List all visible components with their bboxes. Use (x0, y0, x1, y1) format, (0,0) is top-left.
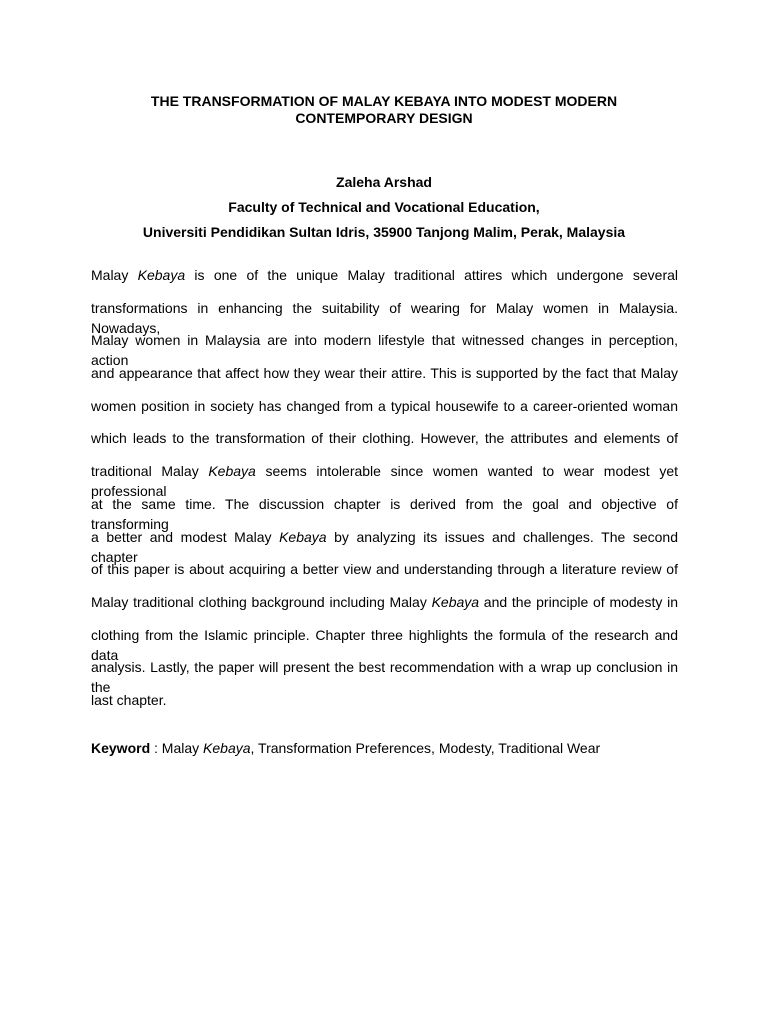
abstract-line (91, 428, 678, 461)
abstract-text: at the same time. The discussion chapter is derived from the goal and objective of transforming (91, 495, 678, 532)
abstract-italic-term: Kebaya (137, 267, 186, 283)
keywords-line (91, 738, 678, 758)
keywords-term-kebaya: Kebaya (203, 740, 251, 756)
abstract-text: Malay traditional clothing background including Malay (91, 593, 432, 610)
abstract-line (91, 461, 679, 500)
abstract-text: Malay (91, 267, 138, 283)
abstract-body (91, 265, 678, 723)
abstract-text: transformations in enhancing the suitability of wearing for Malay women in Malaysia. Nowadays, (91, 299, 678, 336)
abstract-line (91, 363, 678, 396)
abstract-line (91, 559, 678, 592)
abstract-line (91, 298, 678, 336)
abstract-line (91, 592, 678, 625)
affiliation-university: Universiti Pendidikan Sultan Idris, 35900 Tanjong Malim, Perak, Malaysia (142, 224, 626, 240)
abstract-italic-term: Kebaya (208, 463, 256, 480)
abstract-text: and the principle of modesty in (479, 593, 678, 610)
abstract-text: Malay women in Malaysia are into modern lifestyle that witnessed changes in perception, action (91, 332, 678, 369)
abstract-text: of this paper is about acquiring a better view and understanding through a literature review of (91, 561, 678, 578)
abstract-text: analysis. Lastly, the paper will present the best recommendation with a wrap up conclusion in the (91, 659, 678, 696)
abstract-text: a better and modest Malay (91, 528, 280, 545)
keywords-rest: , Transformation Preferences, Modesty, Traditional Wear (250, 740, 601, 756)
abstract-text: clothing from the Islamic principle. Chapter three highlights the formula of the research and data (91, 626, 678, 663)
paper-title (90, 93, 678, 127)
abstract-text: by analyzing its issues and challenges. The second chapter (91, 528, 678, 565)
abstract-line (91, 690, 678, 723)
title-line-1: THE TRANSFORMATION OF MALAY KEBAYA INTO MODEST MODERN (150, 93, 618, 109)
abstract-line (91, 625, 678, 663)
keywords-label: Keyword (91, 740, 151, 756)
title-line-2: CONTEMPORARY DESIGN (295, 110, 473, 126)
author-block (90, 170, 678, 245)
abstract-line (91, 657, 678, 696)
author-name: Zaleha Arshad (336, 174, 432, 190)
abstract-line (91, 330, 678, 369)
abstract-text: is one of the unique Malay traditional attires which undergone several (185, 267, 679, 283)
abstract-line (91, 396, 678, 429)
abstract-line (91, 494, 678, 532)
abstract-text: and appearance that affect how they wear their attire. This is supported by the fact that Malay (91, 365, 678, 382)
abstract-text: traditional Malay (91, 463, 209, 480)
abstract-text: last chapter. (91, 691, 167, 708)
keywords-separator: : Malay (150, 740, 204, 756)
abstract-italic-term: Kebaya (279, 528, 327, 545)
affiliation-faculty: Faculty of Technical and Vocational Education, (228, 199, 540, 215)
abstract-line (91, 265, 678, 298)
abstract-text: seems intolerable since women wanted to wear modest yet professional (91, 463, 679, 500)
abstract-text: which leads to the transformation of their clothing. However, the attributes and elements of (91, 430, 678, 447)
abstract-line (91, 527, 678, 565)
abstract-italic-term: Kebaya (431, 593, 480, 610)
abstract-text: women position in society has changed from a typical housewife to a career-oriented woman (91, 397, 678, 414)
